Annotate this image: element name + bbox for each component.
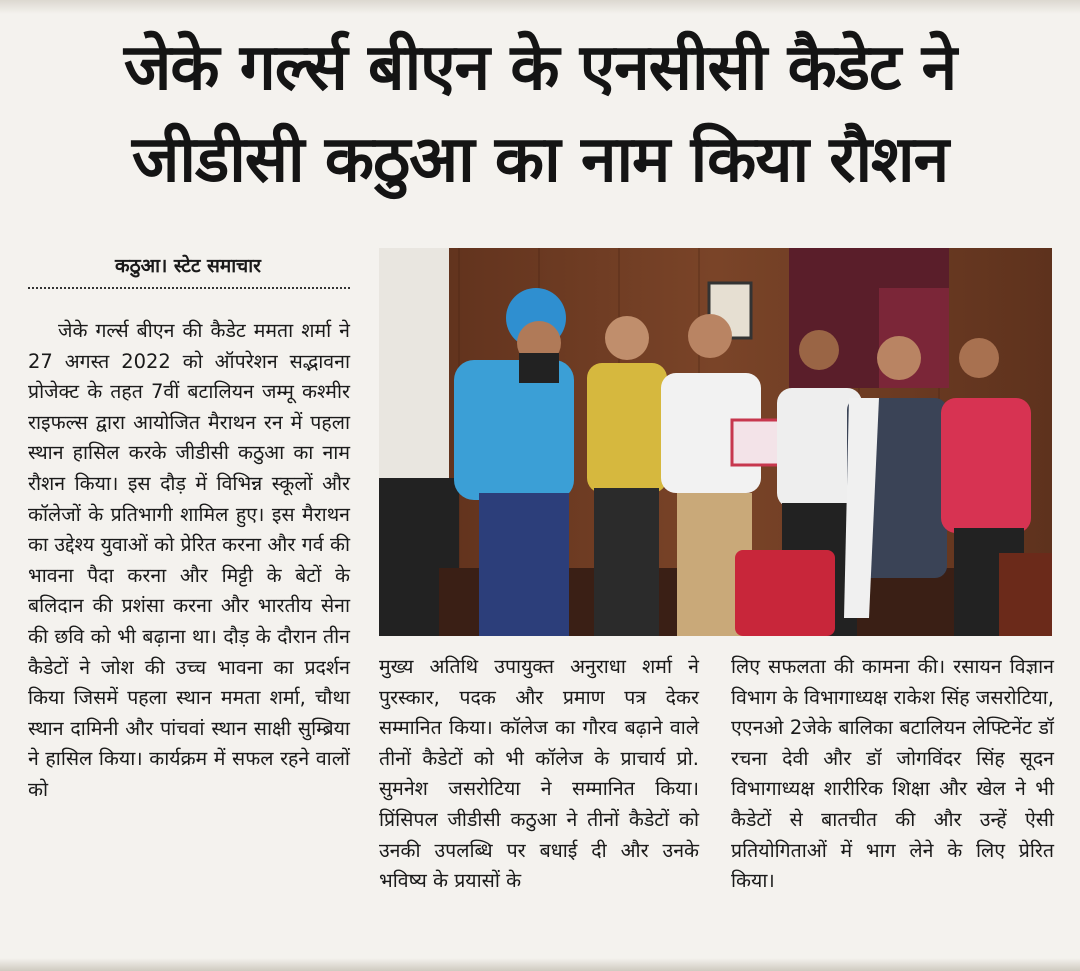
article-column-2: [379, 652, 699, 897]
group-photo-icon: [379, 248, 1052, 636]
dateline-divider: [28, 287, 350, 289]
clipped-previous-text: [0, 0, 1080, 14]
article-column-3: [731, 652, 1054, 897]
headline-line-1: जेके गर्ल्स बीएन के एनसीसी कैडेट ने: [123, 31, 957, 105]
article-col3-text: लिए सफलता की कामना की। रसायन विज्ञान विभाग के विभागाध्यक्ष राकेश सिंह जसरोटिया, एएनओ 2जेके बालिका बटालियन लेफ्टिनेंट डॉ रचना देवी और डॉ जोगविंदर सिंह सूदन विभागाध्यक्ष शारीरिक शिक्षा और खेल ने भी कैडेटों से बातचीत की और उन्हें ऐसी प्रतियोगिताओं में भाग लेने के लिए प्रेरित किया।: [731, 655, 1054, 893]
article-column-1: [28, 316, 350, 806]
news-photo: [379, 248, 1052, 636]
article-col1-text: जेके गर्ल्स बीएन की कैडेट ममता शर्मा ने 27 अगस्त 2022 को ऑपरेशन सद्भावना प्रोजेक्ट के तहत 7वीं बटालियन जम्मू कश्मीर राइफल्स द्वारा आयोजित मैराथन रन में पहला स्थान हासिल करके जीडीसी कठुआ का नाम रौशन किया। इस दौड़ में विभिन्न स्कूलों और कॉलेजों के प्रतिभागी शामिल हुए। इस मैराथन का उद्देश्य युवाओं को प्रेरित करना और गर्व की भावना पैदा करना और मिट्टी के बेटों के बलिदान की प्रशंसा करना और भारतीय सेना की छवि को भी बढ़ाना था। दौड़ के दौरान तीन कैडेटों ने जोश की उच्च भावना का प्रदर्शन किया जिसमें पहला स्थान ममता शर्मा, चौथा स्थान दामिनी और पांचवां स्थान साक्षी सुम्ब्रिया ने हासिल किया। कार्यक्रम में सफल रहने वालों को: [28, 319, 350, 801]
dateline: कठुआ। स्टेट समाचार: [115, 255, 261, 277]
headline-line-2: जीडीसी कठुआ का नाम किया रौशन: [131, 123, 949, 197]
article-col2-text: मुख्य अतिथि उपायुक्त अनुराधा शर्मा ने पुरस्कार, पदक और प्रमाण पत्र देकर सम्मानित किया। कॉलेज का गौरव बढ़ाने वाले तीनों कैडेटों को भी कॉलेज के प्राचार्य प्रो. सुमनेश जसरोटिया ने सम्मानित किया। प्रिंसिपल जीडीसी कठुआ ने तीनों कैडेटों को उनकी उपलब्धि पर बधाई दी और उनके भविष्य के प्रयासों के: [379, 655, 699, 893]
headline: [20, 22, 1060, 206]
clipped-next-text: [0, 958, 1080, 971]
